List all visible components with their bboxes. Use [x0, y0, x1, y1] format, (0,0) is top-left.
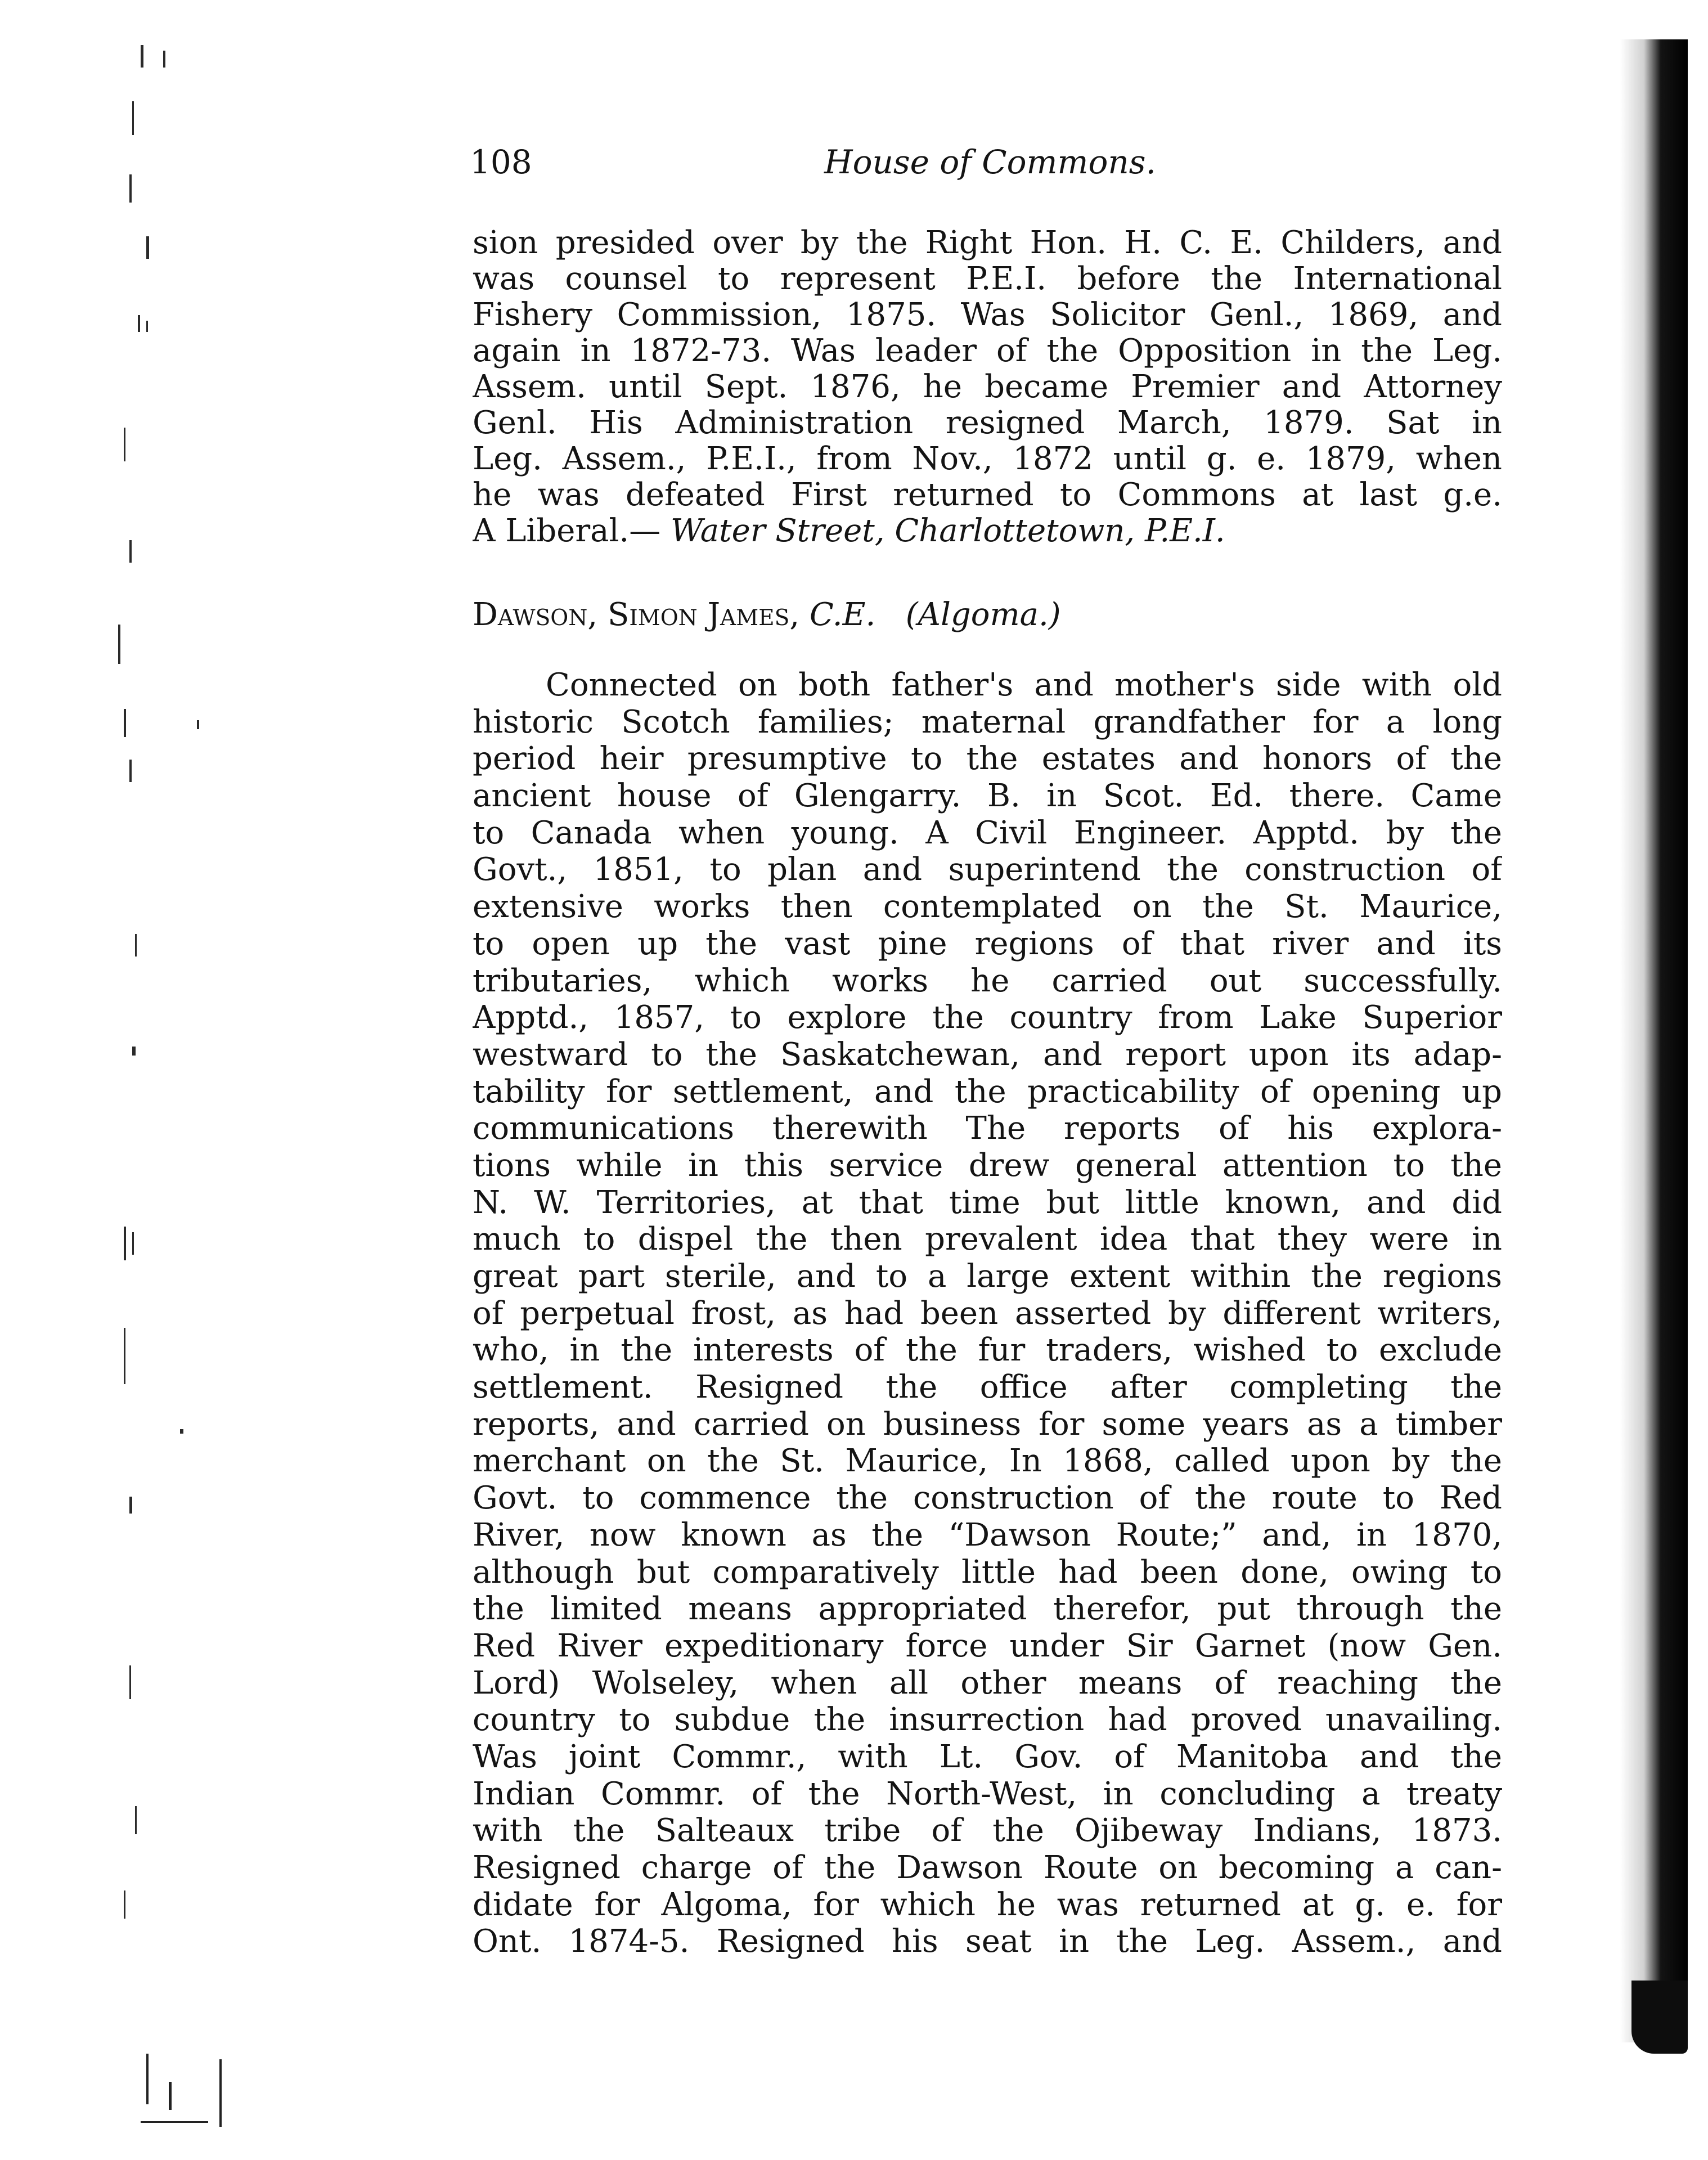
text-line: ancient house of Glengarry. B. in Scot. Ed. there. Came: [473, 778, 1502, 815]
text-line: Indian Commr. of the North-West, in concluding a treaty: [473, 1775, 1502, 1812]
address: Water Street, Charlottetown, P.E.I.: [671, 513, 1225, 549]
text-line: country to subdue the insurrection had proved unavailing.: [473, 1701, 1502, 1739]
entry-designation: C.E.: [809, 596, 876, 633]
text-line: merchant on the St. Maurice, In 1868, called upon by the: [473, 1443, 1502, 1480]
text-line: he was defeated First returned to Commons at last g.e.: [473, 477, 1502, 513]
text-line: Fishery Commission, 1875. Was Solicitor Genl., 1869, and: [473, 297, 1502, 333]
bottom-binding-noise: [135, 2048, 248, 2138]
text-line: sion presided over by the Right Hon. H. C. E. Childers, and: [473, 225, 1502, 261]
text-line: settlement. Resigned the office after completing the: [473, 1369, 1502, 1406]
text-line: Red River expeditionary force under Sir Garnet (now Gen.: [473, 1627, 1502, 1664]
text-line: reports, and carried on business for some years as a timber: [473, 1405, 1502, 1443]
text-line: Connected on both father's and mother's side with old: [546, 667, 1502, 703]
page-number: 108: [470, 143, 532, 181]
text-line: was counsel to represent P.E.I. before the International: [473, 261, 1502, 297]
running-title: House of Commons.: [824, 143, 1156, 181]
text-line: again in 1872-73. Was leader of the Opposition in the Leg.: [473, 333, 1502, 369]
text-line: Lord) Wolseley, when all other means of reaching the: [473, 1664, 1502, 1701]
text-line: great part sterile, and to a large extent within the regions: [473, 1258, 1502, 1295]
text-line: who, in the interests of the fur traders, wished to exclude: [473, 1332, 1502, 1369]
text-line: tability for settlement, and the practicability of opening up: [473, 1073, 1502, 1110]
scan-shadow-edge: [1620, 39, 1688, 2042]
entry-surname: Dawson,: [473, 596, 598, 633]
text-line: Was joint Commr., with Lt. Gov. of Manitoba and the: [473, 1738, 1502, 1775]
text-line: with the Salteaux tribe of the Ojibeway Indians, 1873.: [473, 1812, 1502, 1849]
text-line: Leg. Assem., P.E.I., from Nov., 1872 until g. e. 1879, when: [473, 441, 1502, 477]
text-line: historic Scotch families; maternal grandfather for a long: [473, 703, 1502, 740]
text-line: tions while in this service drew general attention to the: [473, 1147, 1502, 1184]
binding-edge-noise: [107, 34, 219, 2138]
text-line: Apptd., 1857, to explore the country from Lake Superior: [473, 999, 1502, 1036]
biography-body: [473, 667, 1502, 1960]
text-line: tributaries, which works he carried out successfully.: [473, 962, 1502, 999]
text-line: Govt. to commence the construction of the route to Red: [473, 1480, 1502, 1517]
text-line: period heir presumptive to the estates and honors of the: [473, 740, 1502, 778]
entry-constituency: (Algoma.): [905, 596, 1061, 633]
text-line: to open up the vast pine regions of that river and its: [473, 925, 1502, 962]
text-line: to Canada when young. A Civil Engineer. Apptd. by the: [473, 814, 1502, 851]
text-line: the limited means appropriated therefor, put through the: [473, 1591, 1502, 1628]
text-line: much to dispel the then prevalent idea that they were in: [473, 1221, 1502, 1258]
text-line: didate for Algoma, for which he was returned at g. e. for: [473, 1886, 1502, 1923]
text-line: westward to the Saskatchewan, and report upon its adap-: [473, 1036, 1502, 1073]
continued-biography: [473, 225, 1502, 549]
text-line: Resigned charge of the Dawson Route on becoming a can-: [473, 1849, 1502, 1886]
text-line: extensive works then contemplated on the St. Maurice,: [473, 888, 1502, 926]
text-line: Govt., 1851, to plan and superintend the construction of: [473, 851, 1502, 888]
entry-given-names: Simon James,: [608, 596, 800, 633]
entry-heading: [473, 595, 1485, 635]
party-affiliation: A Liberal.—: [473, 513, 661, 549]
text-line: River, now known as the “Dawson Route;” and, in 1870,: [473, 1516, 1502, 1553]
scan-shadow-tail: [1631, 1981, 1688, 2054]
text-line: although but comparatively little had been done, owing to: [473, 1553, 1502, 1591]
text-line: Assem. until Sept. 1876, he became Premier and Attorney: [473, 369, 1502, 405]
text-line: Ont. 1874-5. Resigned his seat in the Leg. Assem., and: [473, 1923, 1502, 1960]
text-line: Genl. His Administration resigned March, 1879. Sat in: [473, 405, 1502, 441]
closing-line: [473, 513, 1502, 549]
running-header: [470, 140, 1482, 185]
text-line: N. W. Territories, at that time but little known, and did: [473, 1184, 1502, 1221]
text-line: of perpetual frost, as had been asserted by different writers,: [473, 1295, 1502, 1332]
text-line: communications therewith The reports of his explora-: [473, 1110, 1502, 1147]
